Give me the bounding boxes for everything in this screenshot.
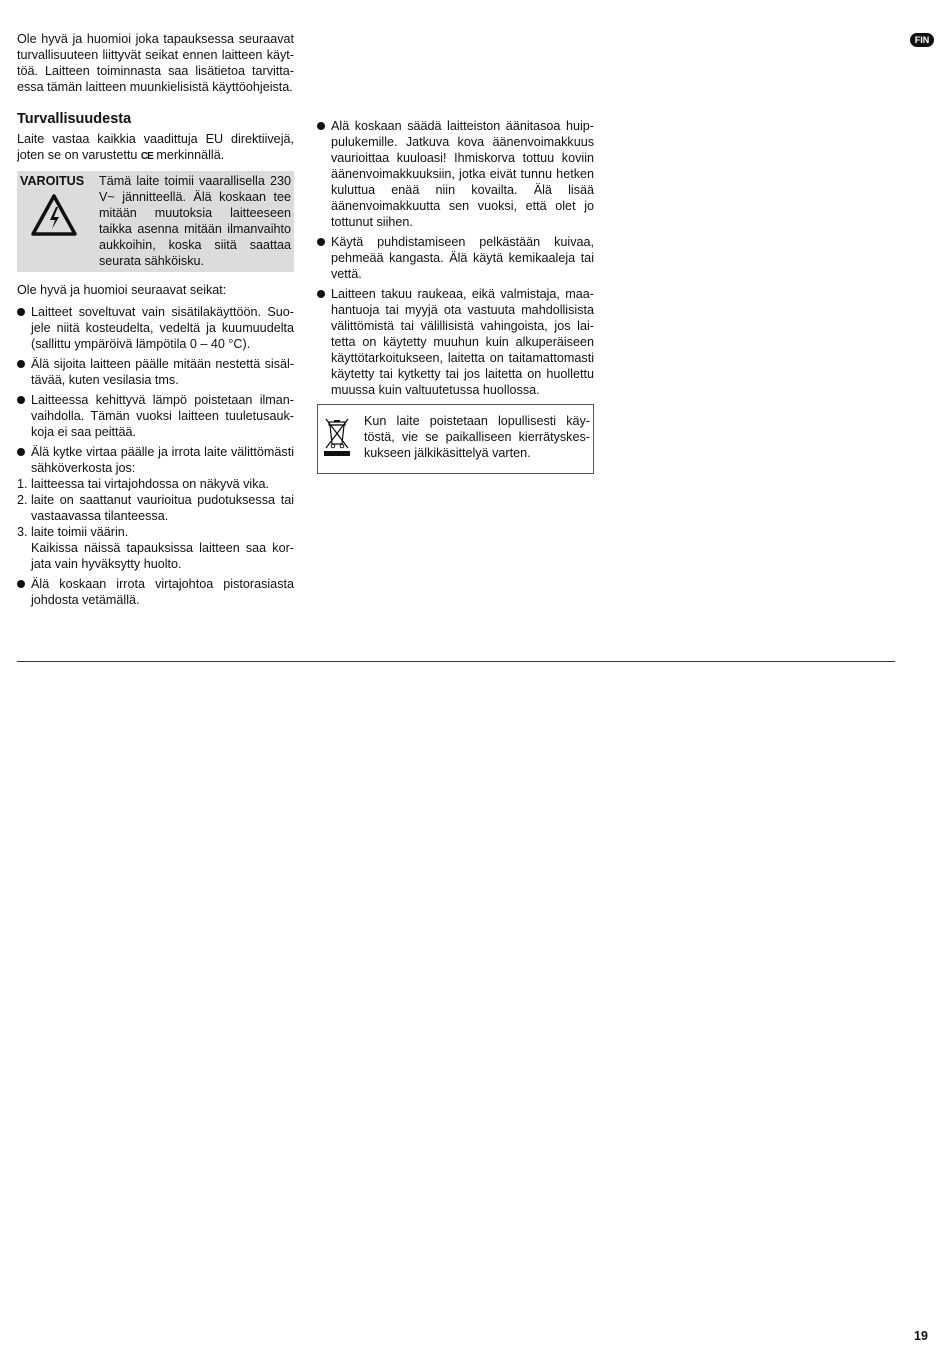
disposal-box bbox=[317, 404, 594, 474]
unplug-conditions bbox=[17, 476, 294, 540]
safety-list-left bbox=[17, 304, 294, 608]
condition-item bbox=[17, 492, 294, 524]
list-item: Laitteet soveltuvat vain sisätilakäyttöön. Suojele niitä kosteudelta, vedeltä ja kuumuudelta (sallittu ympäröivä lämpötila 0 – 40 °C). bbox=[17, 304, 294, 352]
right-column bbox=[317, 118, 594, 474]
footer-divider bbox=[17, 661, 895, 662]
ce-mark: CE bbox=[140, 151, 153, 162]
condition-text: laite toimii väärin. bbox=[31, 525, 129, 539]
list-item: Käytä puhdistamiseen pelkästään kuivaa, pehmeää kangasta. Älä käytä kemikaaleja tai vettä. bbox=[317, 234, 594, 282]
list-item: Älä koskaan irrota virtajohtoa pistorasiasta johdosta vetämällä. bbox=[17, 576, 294, 608]
safety-list-right bbox=[317, 118, 594, 398]
compliance-text-start: Laite vastaa kaikkia vaadittuja EU direktiivejä, joten se on varustettu bbox=[17, 132, 294, 162]
compliance-paragraph bbox=[17, 131, 294, 165]
crossed-out-wheelie-bin-icon bbox=[322, 413, 352, 457]
lead-text: Ole hyvä ja huomioi seuraavat seikat: bbox=[17, 283, 227, 297]
condition-text: laitteessa tai virtajohdossa on näkyvä vika. bbox=[31, 477, 270, 491]
unplug-list-item bbox=[17, 444, 294, 572]
language-badge: FIN bbox=[910, 33, 934, 47]
disposal-text: Kun laite poistetaan lopullisesti käytöstä, vie se paikalliseen kierrätyskeskukseen jälkikäsittelyä varten. bbox=[364, 414, 590, 460]
section-heading: Turvallisuudesta bbox=[17, 111, 132, 127]
condition-item bbox=[17, 524, 294, 540]
list-item: Laitteessa kehittyvä lämpö poistetaan ilmanvaihdolla. Tämän vuoksi laitteen tuuletusaukkoja ei saa peittää. bbox=[17, 392, 294, 440]
page-number: 19 bbox=[914, 1329, 928, 1343]
condition-text: laite on saattanut vaurioitua pudotuksessa tai vastaavassa tilanteessa. bbox=[31, 493, 294, 523]
warning-label-block bbox=[20, 173, 98, 269]
compliance-text-end: merkinnällä. bbox=[152, 148, 225, 162]
list-item: Laitteen takuu raukeaa, eikä valmistaja, maahantuoja tai myyjä ota vastuuta mahdollisista välittömistä tai välillisistä vahingoista, jos laitetta on käytetty muuhun kuin alkuperäiseen käyttötarkoitukseen, laitetta on taitamattomasti käytetty tai kytketty tai jos laitetta on huollettu muussa kuin valtuutetussa huollossa. bbox=[317, 286, 594, 398]
unplug-text: Älä kytke virtaa päälle ja irrota laite välittömästi sähköverkosta jos: bbox=[31, 445, 294, 475]
condition-number: 1. bbox=[17, 477, 28, 491]
intro-paragraph: Ole hyvä ja huomioi joka tapauksessa seuraavat turvallisuuteen liittyvät seikat ennen laitteen käyttöä. Laitteen toiminnasta saa lisätietoa tarvittaessa tämän laitteen muunkielisistä käyttöohjeista. bbox=[17, 32, 294, 94]
condition-number: 3. bbox=[17, 525, 28, 539]
condition-item bbox=[17, 476, 294, 492]
condition-number: 2. bbox=[17, 493, 28, 507]
high-voltage-warning-icon bbox=[30, 193, 78, 237]
unplug-after: Kaikissa näissä tapauksissa laitteen saa korjata vain hyväksytty huolto. bbox=[31, 541, 294, 571]
warning-label: VAROITUS bbox=[20, 174, 85, 188]
list-item: Älä sijoita laitteen päälle mitään nestettä sisältävää, kuten vesilasia tms. bbox=[17, 356, 294, 388]
warning-text: Tämä laite toimii vaarallisella 230 V~ jännitteellä. Älä koskaan tee mitään muutoksia laitteeseen taikka asenna mitään ilmanvaihto aukkoihin, koska siitä saattaa seurata sähköisku. bbox=[99, 174, 291, 268]
list-item: Alä koskaan säädä laitteiston äänitasoa huippulukemille. Jatkuva kova äänenvoimakkuus vaurioittaa kuuloasi! Ihmiskorva tottuu koviin äänenvoimakkuuksiin, jotka eivät tunnu hetken kuluttua enää niin kovailta. Älä lisää äänenvoimakkuutta sen vuoksi, että olet jo tottunut siihen. bbox=[317, 118, 594, 230]
left-column bbox=[17, 31, 294, 612]
disposal-icon-block bbox=[322, 413, 364, 461]
warning-box bbox=[17, 171, 294, 272]
